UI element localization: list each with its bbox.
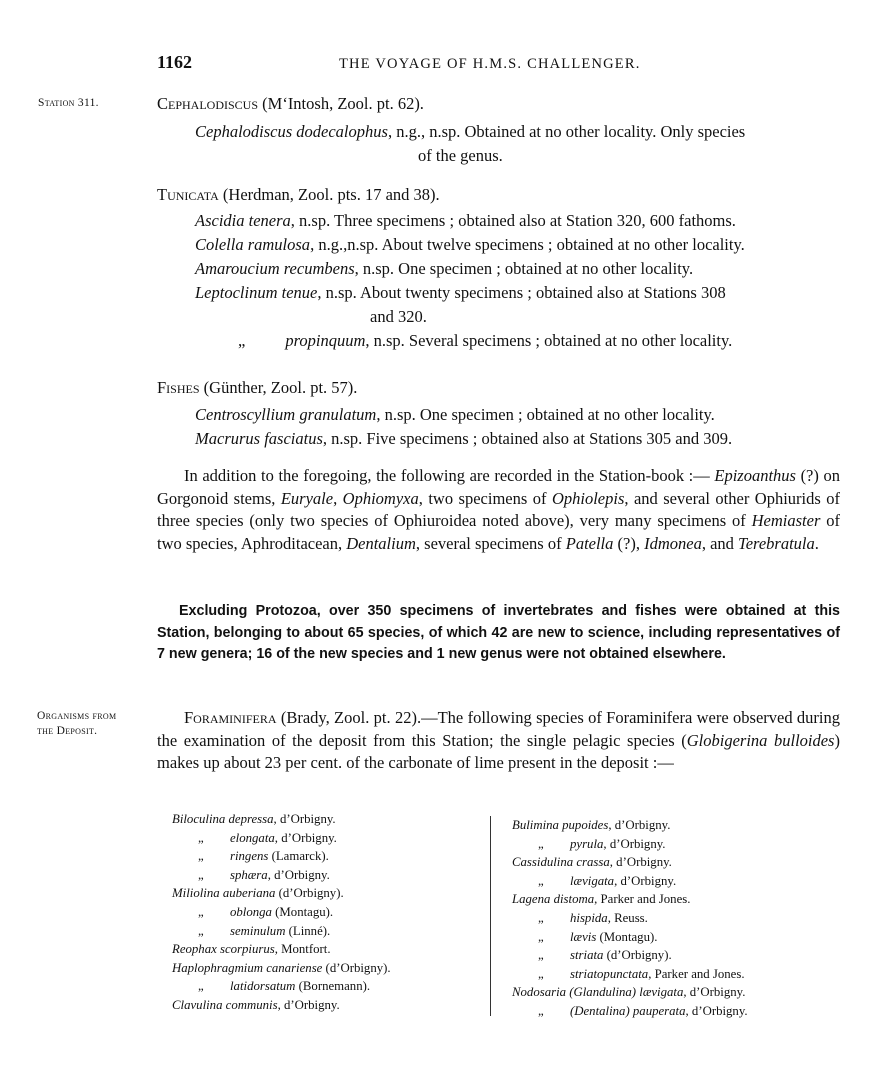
species-name: Cephalodiscus dodecalophus xyxy=(195,122,388,141)
species-notes: , n.g.,n.sp. About twelve specimens ; obtained at no other locality. xyxy=(310,235,745,254)
species-author: (Linné). xyxy=(285,923,331,938)
species-list-item xyxy=(512,874,676,889)
species-name: Biloculina depressa xyxy=(172,812,274,826)
species-list-item xyxy=(172,905,333,920)
text: , and several other Ophiurids of three species (only two species of Ophiuroidea noted above), very many specimens of xyxy=(157,488,841,530)
species-name: Colella ramulosa xyxy=(195,235,311,254)
species-entry xyxy=(238,331,732,351)
species-name: sphæra xyxy=(230,867,268,882)
species-author: , d’Orbigny. xyxy=(683,985,746,1000)
species-list-item xyxy=(172,979,370,994)
text: , and xyxy=(701,533,739,553)
species-author: , Parker and Jones. xyxy=(648,966,745,981)
column-divider xyxy=(490,816,491,1016)
species-list-item xyxy=(172,942,331,957)
group-reference: (M‘Intosh, Zool. pt. 62). xyxy=(258,94,424,113)
group-name: Foraminifera xyxy=(184,708,277,727)
species-name: Cassidulina crassa xyxy=(512,855,610,870)
text: (?) on Gorgonoid stems, xyxy=(157,466,840,508)
species-author: (d’Orbigny). xyxy=(275,886,344,901)
taxon: Idmonea xyxy=(644,533,702,553)
species-author: (Lamarck). xyxy=(268,849,329,864)
species-name: striata xyxy=(570,948,604,963)
ditto-mark: „ xyxy=(198,923,204,938)
species-entry xyxy=(195,122,745,142)
species-list-item xyxy=(512,818,670,833)
section-heading-fishes xyxy=(157,378,357,398)
species-list-item xyxy=(172,831,337,846)
species-author: (Bornemann). xyxy=(295,979,371,994)
species-entry xyxy=(195,211,736,231)
species-name: oblonga xyxy=(230,905,272,919)
taxon: Terebratula xyxy=(738,533,815,553)
station-book-paragraph xyxy=(157,465,840,555)
species-author: (Montagu). xyxy=(596,929,658,944)
species-name: Bulimina pupoides xyxy=(512,818,609,832)
species-name: Miliolina auberiana xyxy=(172,886,276,901)
text: , several specimens of xyxy=(415,533,566,553)
species-notes: , n.sp. One specimen ; obtained at no other locality. xyxy=(354,259,694,278)
species-notes: , n.sp. About twenty specimens ; obtained also at Stations 308 xyxy=(317,283,726,302)
ditto-mark: „ xyxy=(198,867,204,882)
ditto-mark: „ xyxy=(538,911,544,925)
page-number: 1162 xyxy=(157,52,193,72)
species-name: striatopunctata xyxy=(570,966,649,981)
species-name: Clavulina communis xyxy=(172,998,278,1012)
species-entry xyxy=(195,259,693,279)
taxon: Dentalium xyxy=(346,533,416,553)
ditto-mark: „ xyxy=(198,979,204,994)
species-list-item xyxy=(512,985,745,1000)
margin-note-station: Station 311. xyxy=(38,97,99,109)
text: (Brady, Zool. pt. 22).—The following species of Foraminifera were observed during the examination of the deposit from this Station; the single pelagic species ( xyxy=(157,708,840,750)
species-list-item xyxy=(512,855,672,870)
section-heading-cephalodiscus xyxy=(157,94,424,114)
text: , xyxy=(333,488,343,508)
species-name: propinquum xyxy=(285,331,366,350)
species-name: Centroscyllium granulatum xyxy=(195,405,377,424)
species-author: , d’Orbigny. xyxy=(603,836,666,851)
ditto-mark: „ xyxy=(538,966,544,981)
taxon: Hemiaster xyxy=(751,511,821,530)
ditto-mark: „ xyxy=(198,830,204,845)
species-notes: , n.sp. One specimen ; obtained at no other locality. xyxy=(376,405,715,424)
species-list-item xyxy=(512,1004,748,1019)
species-list-item xyxy=(172,868,330,883)
species-name: lævis xyxy=(570,929,597,944)
species-name: Haplophragmium canariense xyxy=(172,960,323,975)
text: , two specimens of xyxy=(418,488,552,508)
taxon: Ophiolepis xyxy=(551,488,625,508)
ditto-mark: „ xyxy=(538,929,544,944)
ditto-mark: „ xyxy=(198,905,204,919)
species-name: hispida xyxy=(570,911,608,925)
taxon: Patella xyxy=(565,533,614,553)
species-list-item xyxy=(172,961,391,976)
taxon: Epizoanthus xyxy=(714,466,796,485)
species-list-item xyxy=(172,886,344,901)
species-name: Reophax scorpiurus xyxy=(172,942,275,957)
species-entry xyxy=(195,235,745,255)
species-name: Nodosaria (Glandulina) lævigata xyxy=(512,985,684,1000)
margin-note-deposit: the Deposit. xyxy=(37,725,98,737)
group-reference: (Herdman, Zool. pts. 17 and 38). xyxy=(218,185,440,204)
species-author: (d’Orbigny). xyxy=(322,960,391,975)
ditto-mark: „ xyxy=(538,948,544,963)
ditto-mark: „ xyxy=(238,331,246,350)
taxon: Globigerina bulloides xyxy=(686,730,835,750)
foraminifera-paragraph xyxy=(157,707,840,775)
species-notes: , n.sp. Five specimens ; obtained also at Stations 305 and 309. xyxy=(322,429,733,448)
species-list-item xyxy=(512,948,672,963)
species-name: pyrula xyxy=(570,836,604,851)
species-list-item xyxy=(512,892,690,907)
species-notes: , n.sp. Several specimens ; obtained at no other locality. xyxy=(365,331,733,350)
species-author: , d’Orbigny. xyxy=(267,867,330,882)
species-list-item xyxy=(512,930,657,945)
species-list-item xyxy=(172,924,330,939)
text: . xyxy=(814,533,819,553)
species-author: , d’Orbigny. xyxy=(608,818,671,832)
species-list-item xyxy=(172,812,336,827)
species-name: ringens xyxy=(230,849,269,864)
text: ) makes up about 23 per cent. of the carbonate of lime present in the deposit :— xyxy=(157,730,840,772)
ditto-mark: „ xyxy=(198,849,204,864)
running-title: THE VOYAGE OF H.M.S. CHALLENGER. xyxy=(339,56,641,72)
text: (?), xyxy=(613,533,645,553)
species-author: , Montfort. xyxy=(274,942,331,957)
species-list-item xyxy=(512,967,745,982)
margin-note-organisms: Organisms from xyxy=(37,710,117,722)
species-author: , d’Orbigny. xyxy=(685,1004,748,1018)
species-author: (d’Orbigny). xyxy=(603,948,672,963)
species-author: , d’Orbigny. xyxy=(609,855,672,870)
species-author: , d’Orbigny. xyxy=(274,830,337,845)
species-name: Amaroucium recumbens xyxy=(195,259,355,278)
species-list-item xyxy=(172,998,340,1013)
group-name: Fishes xyxy=(157,378,200,397)
taxon: Euryale xyxy=(280,488,334,508)
species-name: (Dentalina) pauperata xyxy=(570,1004,686,1018)
taxon: Ophiomyxa xyxy=(342,488,419,508)
species-list-item xyxy=(172,849,329,864)
species-author: , Reuss. xyxy=(607,911,648,925)
ditto-mark: „ xyxy=(538,836,544,851)
species-name: elongata xyxy=(230,830,275,845)
species-entry xyxy=(195,283,726,303)
species-entry-continuation: and 320. xyxy=(370,307,427,326)
species-notes: , n.g., n.sp. Obtained at no other locality. Only species xyxy=(387,122,746,141)
species-author: , d’Orbigny. xyxy=(277,998,340,1012)
species-entry-continuation: of the genus. xyxy=(418,146,503,165)
species-name: Leptoclinum tenue xyxy=(195,283,318,302)
group-name: Cephalodiscus xyxy=(157,94,259,113)
group-reference: (Günther, Zool. pt. 57). xyxy=(199,378,358,397)
species-author: , d’Orbigny. xyxy=(614,873,677,888)
species-entry xyxy=(195,429,732,449)
species-list-item xyxy=(512,911,648,926)
species-author: (Montagu). xyxy=(271,905,334,919)
species-name: Lagena distoma xyxy=(512,892,595,907)
species-author: , d’Orbigny. xyxy=(273,812,336,826)
species-name: Ascidia tenera xyxy=(195,211,291,230)
text: In addition to the foregoing, the following are recorded in the Station-book :— xyxy=(184,466,715,485)
summary-paragraph: Excluding Protozoa, over 350 specimens of invertebrates and fishes were obtained at this Station, belonging to about 65 species, of which 42 are new to science, including representatives of 7 new genera; 16 of the new species and 1 new genus were not obtained elsewhere. xyxy=(157,603,840,662)
species-name: lævigata xyxy=(570,873,615,888)
species-notes: , n.sp. Three specimens ; obtained also at Station 320, 600 fathoms. xyxy=(290,211,736,230)
species-list-item xyxy=(512,837,666,852)
species-name: Macrurus fasciatus xyxy=(195,429,323,448)
species-entry xyxy=(195,405,715,425)
text: of two species, Aphroditacean, xyxy=(157,511,840,553)
section-heading-tunicata xyxy=(157,185,440,205)
species-name: latidorsatum xyxy=(230,979,296,994)
ditto-mark: „ xyxy=(538,1004,544,1018)
species-author: , Parker and Jones. xyxy=(594,892,691,907)
group-name: Tunicata xyxy=(157,185,219,204)
ditto-mark: „ xyxy=(538,873,544,888)
species-name: seminulum xyxy=(230,923,286,938)
